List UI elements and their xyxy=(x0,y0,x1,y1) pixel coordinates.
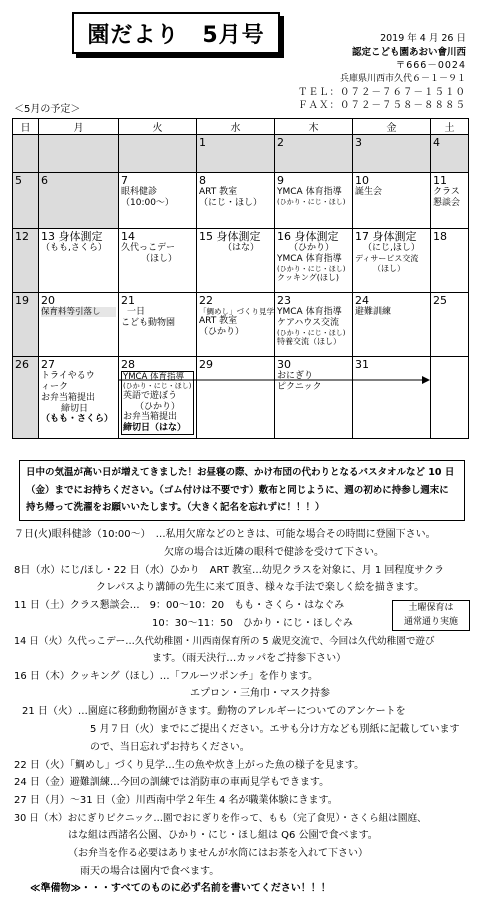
tel: ＴＥＬ：０７２－７６７－１５１０ xyxy=(297,87,466,98)
list-item: 27 日（月）～31 日（金）川西南中学２年生 4 名が職業体験にきます。 xyxy=(14,795,338,807)
calendar xyxy=(12,118,469,439)
calendar-cell xyxy=(119,135,197,173)
weekday-tue: 火 xyxy=(119,119,197,135)
postal-code: 〒666－0024 xyxy=(395,60,466,71)
day-number: 2 xyxy=(277,136,284,149)
list-item: ので、当日忘れずお持ちください。 xyxy=(90,741,250,753)
list-item: エプロン・三角巾・マスク持参 xyxy=(190,688,330,700)
list-item: 22 日（火）「鯛めし」づくり見学…生の魚や炊き上がった魚の様子を見ます。 xyxy=(14,759,365,771)
schedule-label: ＜5月の予定＞ xyxy=(14,104,81,115)
calendar-cell xyxy=(197,173,275,229)
announcement-list xyxy=(14,526,474,898)
list-item: 30 日（木）おにぎりピクニック…園でおにぎりを作って、もも（完了食児）・さくら組は園庭、 xyxy=(14,813,427,825)
day-number: 29 xyxy=(199,358,213,371)
day-number: 9 xyxy=(277,174,284,187)
day-number: 19 xyxy=(15,294,29,307)
event: ィーク xyxy=(41,381,69,392)
week-row xyxy=(13,229,469,293)
calendar-cell xyxy=(119,357,197,439)
calendar-cell xyxy=(119,293,197,357)
list-item: はな組は西諸名公園、ひかり・にじ・ほし組は Q6 公園で食べます。 xyxy=(68,830,378,842)
event: トライやるウ xyxy=(41,371,95,382)
calendar-cell xyxy=(431,173,469,229)
day-number: 27 xyxy=(41,358,55,371)
calendar-cell xyxy=(39,229,119,293)
list-item: 欠席の場合は近隣の眼科で健診を受けて下さい。 xyxy=(164,546,384,558)
event: (ひかり・にじ・ほし) xyxy=(277,197,346,206)
day-number: 13 身体測定 xyxy=(41,230,103,243)
event: ケアハウス交流 xyxy=(277,317,340,328)
day-number: 7 xyxy=(121,174,128,187)
event: (ひかり・にじ・ほし) xyxy=(123,382,192,391)
calendar-cell xyxy=(353,173,431,229)
calendar-cell xyxy=(275,173,353,229)
calendar-cell xyxy=(39,135,119,173)
day-number: 20 xyxy=(41,294,55,307)
calendar-cell xyxy=(13,135,39,173)
day-number: 23 xyxy=(277,294,291,307)
weekday-header xyxy=(13,119,469,135)
calendar-cell xyxy=(13,229,39,293)
day-number: 18 xyxy=(433,230,447,243)
arrow-icon xyxy=(118,375,430,385)
calendar-cell xyxy=(275,229,353,293)
day-number: 10 xyxy=(355,174,369,187)
weekday-wed: 水 xyxy=(197,119,275,135)
calendar-cell xyxy=(197,293,275,357)
list-item: 16 日（木）クッキング（ほし）…「フルーツポンチ」を作ります。 xyxy=(14,670,319,682)
day-number: 25 xyxy=(433,294,447,307)
address: 兵庫県川西市久代６－１－９１ xyxy=(339,74,466,84)
weekday-thu: 木 xyxy=(275,119,353,135)
event: YMCA 体育指導 xyxy=(277,187,342,198)
org-name: 認定こども園あおい會川西 xyxy=(351,47,466,58)
day-number: 4 xyxy=(433,136,440,149)
page-title: 園だより 5月号 xyxy=(87,22,265,48)
saturday-box-line: 土曜保育は xyxy=(408,603,454,613)
fax: ＦＡＸ：０７２－７５８－８８８５ xyxy=(297,100,466,111)
event: こども動物園 xyxy=(121,317,176,328)
event: お弁当箱提出 xyxy=(41,392,96,403)
event: ディサービス交流 xyxy=(355,253,419,263)
week-row xyxy=(13,293,469,357)
event: 保育料等引落し xyxy=(41,307,116,317)
calendar-cell xyxy=(197,357,275,439)
calendar-cell xyxy=(431,135,469,173)
event: おにぎり xyxy=(277,371,314,382)
day-number: 1 xyxy=(199,136,206,149)
event: (ひかり・にじ・ほし) xyxy=(277,264,346,273)
event: クッキング(ほし) xyxy=(277,273,340,283)
event: ピクニック xyxy=(277,381,322,392)
event: （にじ・ほし） xyxy=(199,197,263,208)
event: YMCA 体育指導 xyxy=(277,307,342,318)
event: 懇談会 xyxy=(433,197,461,208)
week-row xyxy=(13,357,469,439)
event: 特養交流（ほし） xyxy=(277,337,341,347)
event: （はな） xyxy=(223,243,260,254)
day-number: 15 身体測定 xyxy=(199,230,261,243)
day-number: 22 xyxy=(199,294,213,307)
calendar-cell xyxy=(353,293,431,357)
saturday-box-line: 通常通り実施 xyxy=(403,616,458,627)
weekday-sat: 土 xyxy=(431,119,469,135)
list-item: 5 月７日（火）までにご提出ください。エサも分け方なども別紙に記載しています xyxy=(90,724,460,736)
event: 「鯛めし」づくり見学 xyxy=(199,307,274,317)
calendar-cell xyxy=(431,293,469,357)
list-item: 14 日（火）久代っこデー…久代幼稚園・川西南保育所の 5 歳児交流で、今回は久代幼稚園で遊び xyxy=(14,635,435,647)
list-item: 21 日（火）…園庭に移動動物園がきます。動物のアレルギーについてのアンケートを xyxy=(22,706,406,718)
event: 一日 xyxy=(127,307,146,318)
event: （にじ,ほし） xyxy=(363,243,420,254)
event: （もも・さくら） xyxy=(41,414,114,425)
event: (ひかり・にじ・ほし) xyxy=(277,328,346,337)
date: 2019 年 4 月 26 日 xyxy=(380,33,466,44)
list-item: ます。（雨天決行…カッパをご持参下さい） xyxy=(152,652,347,664)
event: （ひかり） xyxy=(289,243,335,254)
day-number: 6 xyxy=(41,174,48,187)
event: ART 教室 xyxy=(199,316,238,327)
day-number: 26 xyxy=(15,358,29,371)
calendar-cell xyxy=(119,173,197,229)
list-item: 24 日（金）避難訓練…今回の訓練では消防車の車両見学もできます。 xyxy=(14,777,330,789)
event: 眼科健診 xyxy=(121,187,158,198)
calendar-cell xyxy=(275,357,353,439)
day-number: 24 xyxy=(355,294,369,307)
calendar-cell xyxy=(353,135,431,173)
list-item: ７日(火)眼科健診（10:00～） …私用欠席などのときは、可能な場合その時間に登園下さい。 xyxy=(14,529,436,540)
list-item: 雨天の場合は園内で食べます。 xyxy=(80,865,220,877)
calendar-cell xyxy=(39,173,119,229)
title-box xyxy=(72,12,280,54)
event: 誕生会 xyxy=(355,187,383,198)
event: 締切日（はな） xyxy=(123,423,187,434)
weekday-mon: 月 xyxy=(39,119,119,135)
notice-box: 日中の気温が高い日が増えてきました！お昼寝の際、かけ布団の代わりとなるバスタオルなど 10 日（金）までにお持ちください。（ゴム付けは不要です）敷布と同じように、週の初めに持参し週末に持ち帰って洗濯をお願いいたします。（大きく記名を忘れずに！！！） xyxy=(19,460,465,521)
calendar-cell xyxy=(431,357,469,439)
event: （10:00～） xyxy=(121,197,174,208)
event: YMCA 体育指導 xyxy=(277,253,342,264)
day-number: 21 xyxy=(121,294,135,307)
week-row xyxy=(13,173,469,229)
day-number: 30 xyxy=(277,358,291,371)
event: クラス xyxy=(433,187,460,198)
event: ART 教室 xyxy=(199,187,238,198)
event: お弁当箱提出 xyxy=(123,412,178,423)
calendar-cell xyxy=(13,293,39,357)
event: 久代っこデー xyxy=(121,243,176,254)
day-number: 3 xyxy=(355,136,362,149)
event: （ひかり） xyxy=(135,401,181,412)
event: 避難訓練 xyxy=(355,307,392,318)
day-number: 12 xyxy=(15,230,29,243)
calendar-cell xyxy=(353,229,431,293)
list-item: 11 日（土）クラス懇談会… 9：00～10：20 もも・さくら・はなぐみ xyxy=(14,600,345,612)
calendar-cell xyxy=(39,293,119,357)
list-item: 8日（水）にじ/ほし・22 日（水）ひかり ART 教室…幼児クラスを対象に、月 1 回程度サクラ xyxy=(14,564,445,576)
calendar-cell xyxy=(197,229,275,293)
event: 締切日 xyxy=(61,403,89,414)
weekday-fri: 金 xyxy=(353,119,431,135)
calendar-cell xyxy=(431,229,469,293)
list-item: ≪準備物≫・・・すべてのものに必ず名前を書いてください！！！ xyxy=(30,883,331,895)
event: （ほし） xyxy=(373,263,405,273)
day-number: 17 身体測定 xyxy=(355,230,417,243)
list-item: クレパスより講師の先生に来て頂き、様々な手法で楽しく絵を描きます。 xyxy=(96,582,425,594)
calendar-cell xyxy=(119,229,197,293)
day-number: 11 xyxy=(433,174,447,187)
day-number: 16 身体測定 xyxy=(277,230,339,243)
event: 英語で遊ぼう xyxy=(123,390,178,401)
calendar-cell xyxy=(197,135,275,173)
weekday-sun: 日 xyxy=(13,119,39,135)
week-row xyxy=(13,135,469,173)
day-number: 8 xyxy=(199,174,206,187)
calendar-cell xyxy=(39,357,119,439)
day-number: 5 xyxy=(15,174,22,187)
calendar-cell xyxy=(13,173,39,229)
calendar-cell xyxy=(275,293,353,357)
event: （もも,さくら） xyxy=(41,243,107,254)
day-number: 28 xyxy=(121,358,135,371)
list-item: （お弁当を作る必要はありませんが水筒にはお茶を入れて下さい） xyxy=(68,847,368,859)
day-number: 14 xyxy=(121,230,135,243)
event: （ひかり） xyxy=(199,326,245,337)
event: YMCA 体育指導 xyxy=(123,372,184,383)
event: （ほし） xyxy=(141,253,178,264)
calendar-cell xyxy=(13,357,39,439)
day-number: 31 xyxy=(355,358,369,371)
calendar-cell xyxy=(353,357,431,439)
list-item: 10：30～11：50 ひかり・にじ・ほしぐみ xyxy=(152,617,353,629)
calendar-cell xyxy=(275,135,353,173)
